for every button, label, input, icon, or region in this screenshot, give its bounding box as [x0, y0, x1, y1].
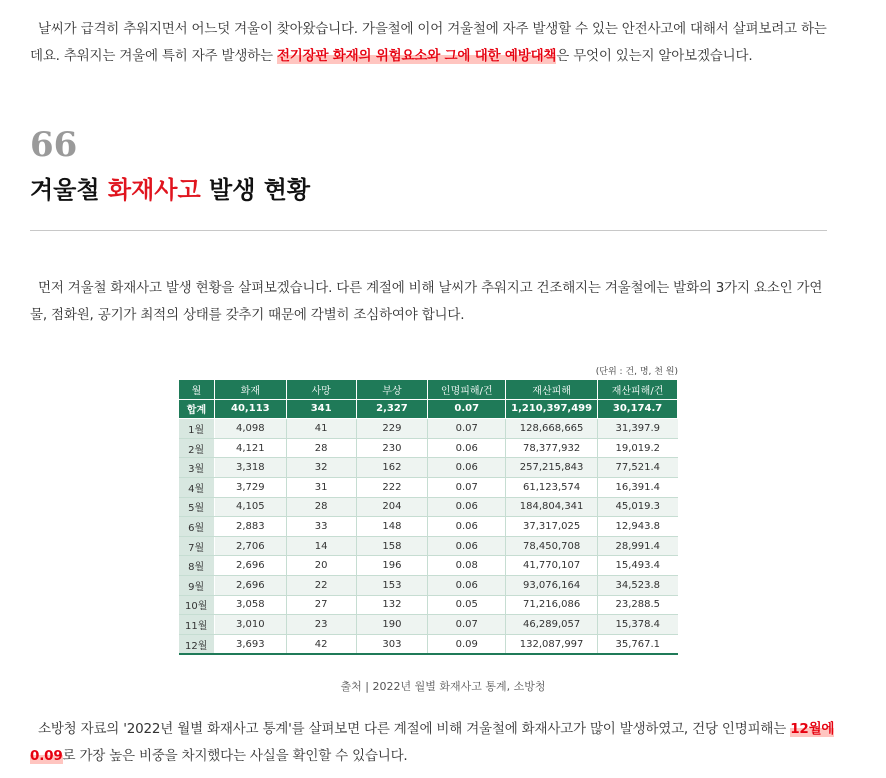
table-cell: 20: [286, 556, 356, 576]
table-cell: 229: [356, 419, 428, 439]
body2-text-2: 로 가장 높은 비중을 차지했다는 사실을 확인할 수 있습니다.: [62, 748, 408, 764]
table-unit-note: (단위 : 건, 명, 천 원): [595, 367, 678, 377]
table-cell: 303: [356, 634, 428, 654]
table-cell: 3,693: [214, 634, 286, 654]
table-cell: 16,391.4: [598, 477, 678, 497]
table-cell: 0.09: [428, 634, 506, 654]
table-row: [179, 517, 678, 537]
table-cell: 0.06: [428, 438, 506, 458]
intro-paragraph: [30, 16, 835, 70]
table-cell: 33: [286, 517, 356, 537]
table-cell: 23,288.5: [598, 595, 678, 615]
table-cell: 0.06: [428, 497, 506, 517]
table-cell: 35,767.1: [598, 634, 678, 654]
table-cell: 148: [356, 517, 428, 537]
table-cell: 3,010: [214, 615, 286, 635]
table-header-cell: 월: [179, 380, 215, 400]
table-total-cell: 40,113: [214, 399, 286, 419]
table-cell: 93,076,164: [506, 575, 598, 595]
table-row: [179, 477, 678, 497]
table-header-cell: 부상: [356, 380, 428, 400]
table-month-cell: 1월: [179, 419, 215, 439]
table-cell: 78,450,708: [506, 536, 598, 556]
table-cell: 204: [356, 497, 428, 517]
table-month-cell: 10월: [179, 595, 215, 615]
table-cell: 162: [356, 458, 428, 478]
table-row: [179, 458, 678, 478]
table-cell: 78,377,932: [506, 438, 598, 458]
table-cell: 158: [356, 536, 428, 556]
table-cell: 71,216,086: [506, 595, 598, 615]
quote-mark-icon: 66: [30, 125, 78, 165]
table-cell: 22: [286, 575, 356, 595]
table-cell: 190: [356, 615, 428, 635]
table-header-cell: 인명피해/건: [428, 380, 506, 400]
table-cell: 0.07: [428, 615, 506, 635]
table-cell: 0.06: [428, 517, 506, 537]
table-cell: 15,493.4: [598, 556, 678, 576]
intro-highlight: 전기장판 화재의 위험요소와 그에 대한 예방대책: [276, 48, 557, 64]
table-total-cell: 0.07: [428, 399, 506, 419]
table-month-cell: 4월: [179, 477, 215, 497]
table-caption: 출처 | 2022년 월별 화재사고 통계, 소방청: [340, 680, 546, 693]
table-total-cell: 341: [286, 399, 356, 419]
table-cell: 14: [286, 536, 356, 556]
table-cell: 77,521.4: [598, 458, 678, 478]
body-paragraph-2: [30, 716, 835, 770]
body-paragraph-1: 먼저 겨울철 화재사고 발생 현황을 살펴보겠습니다. 다른 계절에 비해 날씨가 추워지고 건조해지는 겨울철에는 발화의 3가지 요소인 가연물, 점화원, 공기가 최적의 상태를 갖추기 때문에 각별히 조심하여야 합니다.: [30, 280, 823, 323]
table-cell: 2,696: [214, 556, 286, 576]
table-cell: 257,215,843: [506, 458, 598, 478]
table-cell: 230: [356, 438, 428, 458]
table-cell: 41: [286, 419, 356, 439]
table-cell: 32: [286, 458, 356, 478]
section-divider: [30, 230, 827, 231]
table-cell: 46,289,057: [506, 615, 598, 635]
table-cell: 34,523.8: [598, 575, 678, 595]
table-row: [179, 595, 678, 615]
table-cell: 3,318: [214, 458, 286, 478]
table-month-cell: 12월: [179, 634, 215, 654]
table-cell: 3,729: [214, 477, 286, 497]
table-month-cell: 9월: [179, 575, 215, 595]
table-cell: 4,121: [214, 438, 286, 458]
section-title-red: 화재사고: [107, 175, 201, 204]
table-month-cell: 3월: [179, 458, 215, 478]
table-cell: 28,991.4: [598, 536, 678, 556]
table-header-cell: 화재: [214, 380, 286, 400]
table-cell: 0.06: [428, 458, 506, 478]
table-total-cell: 합계: [179, 399, 215, 419]
table-cell: 28: [286, 438, 356, 458]
intro-text-2: 은 무엇이 있는지 알아보겠습니다.: [556, 48, 753, 64]
table-cell: 196: [356, 556, 428, 576]
table-cell: 3,058: [214, 595, 286, 615]
table-cell: 2,706: [214, 536, 286, 556]
table-row: [179, 556, 678, 576]
table-cell: 0.07: [428, 419, 506, 439]
table-row: [179, 438, 678, 458]
table-cell: 153: [356, 575, 428, 595]
table-month-cell: 6월: [179, 517, 215, 537]
table-cell: 2,883: [214, 517, 286, 537]
table-cell: 4,105: [214, 497, 286, 517]
table-header-cell: 사망: [286, 380, 356, 400]
intro-text-1: 날씨가 급격히 추워지면서 어느덧 겨울이 찾아왔습니다. 가을철에 이어 겨울철에 자주 발생할 수 있는 안전사고에 대해서 살펴보려고 하는데요. 추워지는 겨울에 특히 자주 발생하는: [30, 21, 827, 64]
section-title-post: 발생 현황: [200, 175, 311, 204]
table-cell: 128,668,665: [506, 419, 598, 439]
table-header-cell: 재산피해/건: [598, 380, 678, 400]
table-cell: 31,397.9: [598, 419, 678, 439]
table-header-cell: 재산피해: [506, 380, 598, 400]
table-month-cell: 2월: [179, 438, 215, 458]
section-title-pre: 겨울철: [30, 175, 108, 204]
table-cell: 61,123,574: [506, 477, 598, 497]
table-cell: 45,019.3: [598, 497, 678, 517]
table-cell: 12,943.8: [598, 517, 678, 537]
fire-statistics-table: [178, 379, 678, 655]
body2-text-1: 소방청 자료의 '2022년 월별 화재사고 통계'를 살펴보면 다른 계절에 비해 겨울철에 화재사고가 많이 발생하였고, 건당 인명피해는: [38, 721, 791, 737]
table-month-cell: 5월: [179, 497, 215, 517]
table-total-cell: 30,174.7: [598, 399, 678, 419]
table-cell: 42: [286, 634, 356, 654]
table-cell: 15,378.4: [598, 615, 678, 635]
section-title: [30, 170, 310, 205]
table-cell: 37,317,025: [506, 517, 598, 537]
table-month-cell: 7월: [179, 536, 215, 556]
table-cell: 27: [286, 595, 356, 615]
table-cell: 0.07: [428, 477, 506, 497]
table-cell: 184,804,341: [506, 497, 598, 517]
fire-statistics-table-block: [178, 365, 680, 655]
table-row: [179, 575, 678, 595]
table-total-cell: 2,327: [356, 399, 428, 419]
table-row: [179, 497, 678, 517]
table-cell: 23: [286, 615, 356, 635]
table-total-cell: 1,210,397,499: [506, 399, 598, 419]
table-cell: 222: [356, 477, 428, 497]
table-month-cell: 11월: [179, 615, 215, 635]
table-cell: 19,019.2: [598, 438, 678, 458]
table-header-row: [179, 380, 678, 400]
table-cell: 28: [286, 497, 356, 517]
table-cell: 132: [356, 595, 428, 615]
table-row: [179, 419, 678, 439]
table-cell: 0.05: [428, 595, 506, 615]
table-total-row: [179, 399, 678, 419]
table-row: [179, 615, 678, 635]
table-row: [179, 634, 678, 654]
table-cell: 0.08: [428, 556, 506, 576]
table-cell: 0.06: [428, 536, 506, 556]
table-cell: 4,098: [214, 419, 286, 439]
table-cell: 2,696: [214, 575, 286, 595]
table-month-cell: 8월: [179, 556, 215, 576]
body2-highlight: 12월에 0.09: [30, 721, 835, 764]
table-cell: 132,087,997: [506, 634, 598, 654]
table-row: [179, 536, 678, 556]
table-cell: 0.06: [428, 575, 506, 595]
table-cell: 31: [286, 477, 356, 497]
table-cell: 41,770,107: [506, 556, 598, 576]
